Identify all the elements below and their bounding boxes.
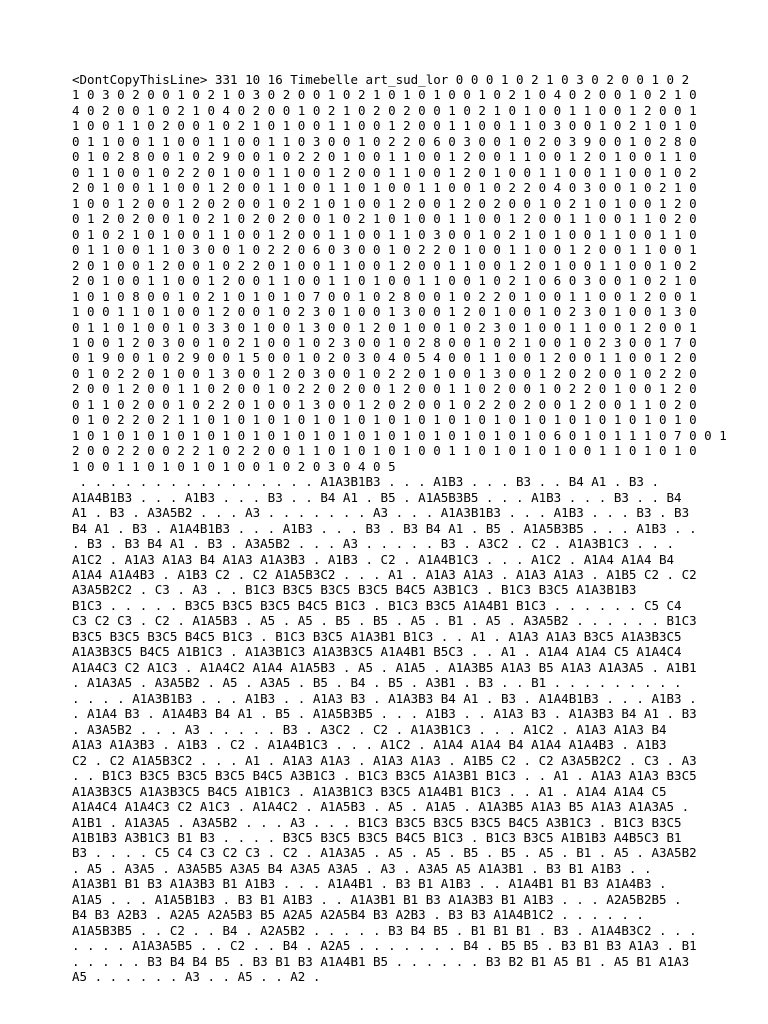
text-line: 1 0 1 0 1 0 1 0 1 0 1 0 1 0 1 0 1 0 1 0 1 0 1 0 1 0 1 0 1 0 1 0 6 0 1 0 1 1 1 0 7 0 0 1	[72, 427, 727, 443]
text-line: B4 A1 . B3 . A1A4B1B3 . . . A1B3 . . . B3 . B3 B4 A1 . B5 . A1A5B3B5 . . . A1B3 . .	[72, 520, 697, 536]
text-line: A1A3 A1A3B3 . A1B3 . C2 . A1A4B1C3 . . . A1C2 . A1A4 A1A4 B4 A1A4 A1A4B3 . A1B3	[72, 737, 667, 753]
text-line: A1A3B3C5 A1A3B3C5 B4C5 A1B1C3 . A1A3B1C3 B3C5 A1A4B1 B1C3 . . A1 . A1A4 A1A4 C5	[72, 783, 667, 799]
text-line: A1A4 A1A4B3 . A1B3 C2 . C2 A1A5B3C2 . . . A1 . A1A3 A1A3 . A1A3 A1A3 . A1B5 C2 . C2	[72, 567, 697, 582]
text-line: A1B1B3 A3B1C3 B1 B3 . . . . B3C5 B3C5 B3C5 B4C5 B1C3 . B1C3 B3C5 A1B1B3 A4B5C3 B1	[72, 829, 682, 845]
text-line: C3 C2 C3 . C2 . A1A5B3 . A5 . A5 . B5 . B5 . A5 . B1 . A5 . A3A5B2 . . . . . . B1C3	[72, 613, 697, 629]
text-line: A5 . . . . . . A3 . . A5 . . A2 .	[72, 969, 321, 985]
text-line: A1A5B3B5 . . C2 . . B4 . A2A5B2 . . . . . B3 B4 B5 . B1 B1 B1 . B3 . A1A4B3C2 . . .	[72, 922, 697, 938]
text-line: 1 0 1 0 8 0 0 1 0 2 1 0 1 0 1 0 7 0 0 1 0 2 8 0 0 1 0 2 2 0 1 0 0 1 1 0 0 1 2 0 0 1	[72, 288, 697, 304]
text-line: B3C5 B3C5 B3C5 B4C5 B1C3 . B1C3 B3C5 A1A3B1 B1C3 . . A1 . A1A3 A1A3 B3C5 A1A3B3C5	[72, 628, 682, 644]
text-line: 0 1 0 2 8 0 0 1 0 2 9 0 0 1 0 2 2 0 1 0 0 1 1 0 0 1 2 0 0 1 1 0 0 1 2 0 1 0 0 1 1 0	[72, 149, 697, 165]
text-line: . B3 . B3 B4 A1 . B3 . A3A5B2 . . . A3 . . . . . B3 . A3C2 . C2 . A1A3B1C3 . . .	[72, 536, 675, 552]
text-line: 1 0 0 1 2 0 0 1 2 0 2 0 0 1 0 2 1 0 1 0 0 1 2 0 0 1 2 0 2 0 0 1 0 2 1 0 1 0 0 1 2 0	[72, 195, 697, 211]
text-line: . . . . A1A3B1B3 . . . A1B3 . . A1A3 B3 . A1A3B3 B4 A1 . B3 . A1A4B1B3 . . . A1B3 .	[72, 690, 697, 706]
text-line: A1A3B3C5 B4C5 A1B1C3 . A1A3B1C3 A1A3B3C5 A1A4B1 B5C3 . . A1 . A1A4 A1A4 C5 A1A4C4	[72, 644, 682, 660]
text-line: . . B1C3 B3C5 B3C5 B3C5 B4C5 A3B1C3 . B1C3 B3C5 A1A3B1 B1C3 . . A1 . A1A3 A1A3 B3C5	[72, 768, 697, 784]
text-line: 0 1 1 0 0 1 1 0 3 0 0 1 0 2 2 0 6 0 3 0 0 1 0 2 2 0 1 0 0 1 1 0 0 1 2 0 0 1 1 0 0 1	[72, 242, 697, 258]
text-line: B3 . . . . C5 C4 C3 C2 C3 . C2 . A1A3A5 . A5 . A5 . B5 . B5 . A5 . B1 . A5 . A3A5B2	[72, 845, 697, 861]
text-line: 1 0 0 1 2 0 3 0 0 1 0 2 1 0 0 1 0 2 3 0 0 1 0 2 8 0 0 1 0 2 1 0 0 1 0 2 3 0 0 1 7 0	[72, 334, 697, 350]
text-line: A1A4C4 A1A4C3 C2 A1C3 . A1A4C2 . A1A5B3 . A5 . A1A5 . A1A3B5 A1A3 B5 A1A3 A1A3A5 .	[72, 799, 690, 815]
text-line: 0 1 1 0 1 0 0 1 0 3 3 0 1 0 0 1 3 0 0 1 2 0 1 0 0 1 0 2 3 0 1 0 0 1 1 0 0 1 2 0 0 1	[72, 319, 697, 335]
text-line: 2 0 1 0 0 1 2 0 0 1 0 2 2 0 1 0 0 1 1 0 0 1 2 0 0 1 1 0 0 1 2 0 1 0 0 1 1 0 0 1 0 2	[72, 257, 697, 273]
text-line: A1A4C3 C2 A1C3 . A1A4C2 A1A4 A1A5B3 . A5 . A1A5 . A1A3B5 A1A3 B5 A1A3 A1A3A5 . A1B1	[72, 659, 697, 675]
text-line: 0 1 1 0 2 0 0 1 0 2 2 0 1 0 0 1 3 0 0 1 2 0 2 0 0 1 0 2 2 0 2 0 0 1 2 0 0 1 1 0 2 0	[72, 396, 697, 412]
text-line: 1 0 0 1 1 0 1 0 0 1 2 0 0 1 0 2 3 0 1 0 0 1 3 0 0 1 2 0 1 0 0 1 0 2 3 0 1 0 0 1 3 0	[72, 304, 697, 320]
text-line: . A1A4 B3 . A1A4B3 B4 A1 . B5 . A1A5B3B5 . . . A1B3 . . A1A3 B3 . A1A3B3 B4 A1 . B3	[72, 706, 697, 722]
text-line: . A3A5B2 . . . A3 . . . . . B3 . A3C2 . C2 . A1A3B1C3 . . . A1C2 . A1A3 A1A3 B4	[72, 721, 667, 737]
document-page	[72, 72, 727, 985]
text-line: . . . . . B3 B4 B4 B5 . B3 B1 B3 A1A4B1 B5 . . . . . . B3 B2 B1 A5 B1 . A5 B1 A1A3	[72, 953, 690, 969]
text-line: 0 1 0 2 2 0 1 0 0 1 3 0 0 1 2 0 3 0 0 1 0 2 2 0 1 0 0 1 3 0 0 1 2 0 2 0 0 1 0 2 2 0	[72, 365, 697, 381]
text-line: A1B1 . A1A3A5 . A3A5B2 . . . A3 . . . B1C3 B3C5 B3C5 B3C5 B4C5 A3B1C3 . B1C3 B3C5	[72, 814, 682, 830]
text-line: 0 1 1 0 0 1 0 2 2 0 1 0 0 1 1 0 0 1 2 0 0 1 1 0 0 1 2 0 1 0 0 1 1 0 0 1 1 0 0 1 0 2	[72, 164, 697, 180]
text-line: 0 1 0 2 1 0 1 0 0 1 1 0 0 1 2 0 0 1 1 0 0 1 1 0 3 0 0 1 0 2 1 0 1 0 0 1 1 0 0 1 1 0	[72, 226, 697, 242]
text-line: 0 1 2 0 2 0 0 1 0 2 1 0 2 0 2 0 0 1 0 2 1 0 1 0 0 1 1 0 0 1 2 0 0 1 1 0 0 1 1 0 2 0	[72, 211, 697, 227]
text-line: A1A5 . . . A1A5B1B3 . B3 B1 A1B3 . . A1A3B1 B1 B3 A1A3B3 B1 A1B3 . . . A2A5B2B5 .	[72, 891, 682, 907]
text-line: 2 0 1 0 0 1 1 0 0 1 2 0 0 1 1 0 0 1 1 0 1 0 0 1 1 0 0 1 0 2 1 0 6 0 3 0 0 1 0 2 1 0	[72, 273, 697, 289]
text-line: 0 1 1 0 0 1 1 0 0 1 1 0 0 1 1 0 3 0 0 1 0 2 2 0 6 0 3 0 0 1 0 2 0 3 9 0 0 1 0 2 8 0	[72, 133, 697, 149]
text-line: 1 0 0 1 1 0 2 0 0 1 0 2 1 0 1 0 0 1 1 0 0 1 2 0 0 1 1 0 0 1 1 0 3 0 0 1 0 2 1 0 1 0	[72, 118, 697, 134]
text-line: B1C3 . . . . . B3C5 B3C5 B3C5 B4C5 B1C3 . B1C3 B3C5 A1A4B1 B1C3 . . . . . . C5 C4	[72, 597, 682, 613]
text-line: 1 0 3 0 2 0 0 1 0 2 1 0 3 0 2 0 0 1 0 2 1 0 1 0 1 0 0 1 0 2 1 0 4 0 2 0 0 1 0 2 1 0	[72, 87, 697, 103]
text-line: . . . . A1A3A5B5 . . C2 . . B4 . A2A5 . . . . . . . B4 . B5 B5 . B3 B1 B3 A1A3 . B1	[72, 938, 697, 954]
text-line: 4 0 2 0 0 1 0 2 1 0 4 0 2 0 0 1 0 2 1 0 2 0 2 0 0 1 0 2 1 0 1 0 0 1 1 0 0 1 2 0 0 1	[72, 102, 697, 118]
text-line: A3A5B2C2 . C3 . A3 . . B1C3 B3C5 B3C5 B3C5 B4C5 A3B1C3 . B1C3 B3C5 A1A3B1B3	[72, 582, 637, 598]
text-line: <DontCopyThisLine> 331 10 16 Timebelle art_sud_lor 0 0 0 1 0 2 1 0 3 0 2 0 0 1 0 2	[72, 72, 690, 87]
text-line: A1A4B1B3 . . . A1B3 . . . B3 . . B4 A1 . B5 . A1A5B3B5 . . . A1B3 . . . B3 . . B4	[72, 489, 682, 505]
text-line: . A1A3A5 . A3A5B2 . A5 . A3A5 . B5 . B4 . B5 . A3B1 . B3 . . B1 . . . . . . . . .	[72, 675, 682, 691]
text-line: . . . . . . . . . . . . . . . . A1A3B1B3 . . . A1B3 . . . B3 . . B4 A1 . B3 .	[72, 474, 659, 490]
text-line: B4 B3 A2B3 . A2A5 A2A5B3 B5 A2A5 A2A5B4 B3 A2B3 . B3 B3 A1A4B1C2 . . . . . .	[72, 907, 644, 923]
text-line: 2 0 0 1 2 0 0 1 1 0 2 0 0 1 0 2 2 0 2 0 0 1 2 0 0 1 1 0 2 0 0 1 0 2 2 0 1 0 0 1 2 0	[72, 381, 697, 397]
text-line: 2 0 1 0 0 1 1 0 0 1 2 0 0 1 1 0 0 1 1 0 1 0 0 1 1 0 0 1 0 2 2 0 4 0 3 0 0 1 0 2 1 0	[72, 180, 697, 196]
text-line: . A5 . A3A5 . A3A5B5 A3A5 B4 A3A5 A3A5 . A3 . A3A5 A5 A1A3B1 . B3 B1 A1B3 . .	[72, 860, 652, 876]
text-line: A1A3B1 B1 B3 A1A3B3 B1 A1B3 . . . A1A4B1 . B3 B1 A1B3 . . A1A4B1 B1 B3 A1A4B3 .	[72, 876, 667, 892]
text-line: 2 0 0 2 2 0 0 2 2 1 0 2 2 0 0 1 1 0 1 0 1 0 1 0 0 1 1 0 1 0 1 0 1 0 0 1 1 0 1 0 1 0	[72, 443, 697, 459]
text-line: A1C2 . A1A3 A1A3 B4 A1A3 A1A3B3 . A1B3 . C2 . A1A4B1C3 . . . A1C2 . A1A4 A1A4 B4	[72, 551, 675, 567]
text-line: C2 . C2 A1A5B3C2 . . . A1 . A1A3 A1A3 . A1A3 A1A3 . A1B5 C2 . C2 A3A5B2C2 . C3 . A3	[72, 752, 697, 768]
text-line: 0 1 9 0 0 1 0 2 9 0 0 1 5 0 0 1 0 2 0 3 0 4 0 5 4 0 0 1 1 0 0 1 2 0 0 1 1 0 0 1 2 0	[72, 350, 697, 366]
text-line: A1 . B3 . A3A5B2 . . . A3 . . . . . . . A3 . . . A1A3B1B3 . . . A1B3 . . . B3 . B3	[72, 505, 690, 521]
text-line: 0 1 0 2 2 0 2 1 1 0 1 0 1 0 1 0 1 0 1 0 1 0 1 0 1 0 1 0 1 0 1 0 1 0 1 0 1 0 1 0 1 0	[72, 412, 697, 428]
text-line: 1 0 0 1 1 0 1 0 1 0 1 0 0 1 0 2 0 3 0 4 0 5	[72, 458, 396, 474]
